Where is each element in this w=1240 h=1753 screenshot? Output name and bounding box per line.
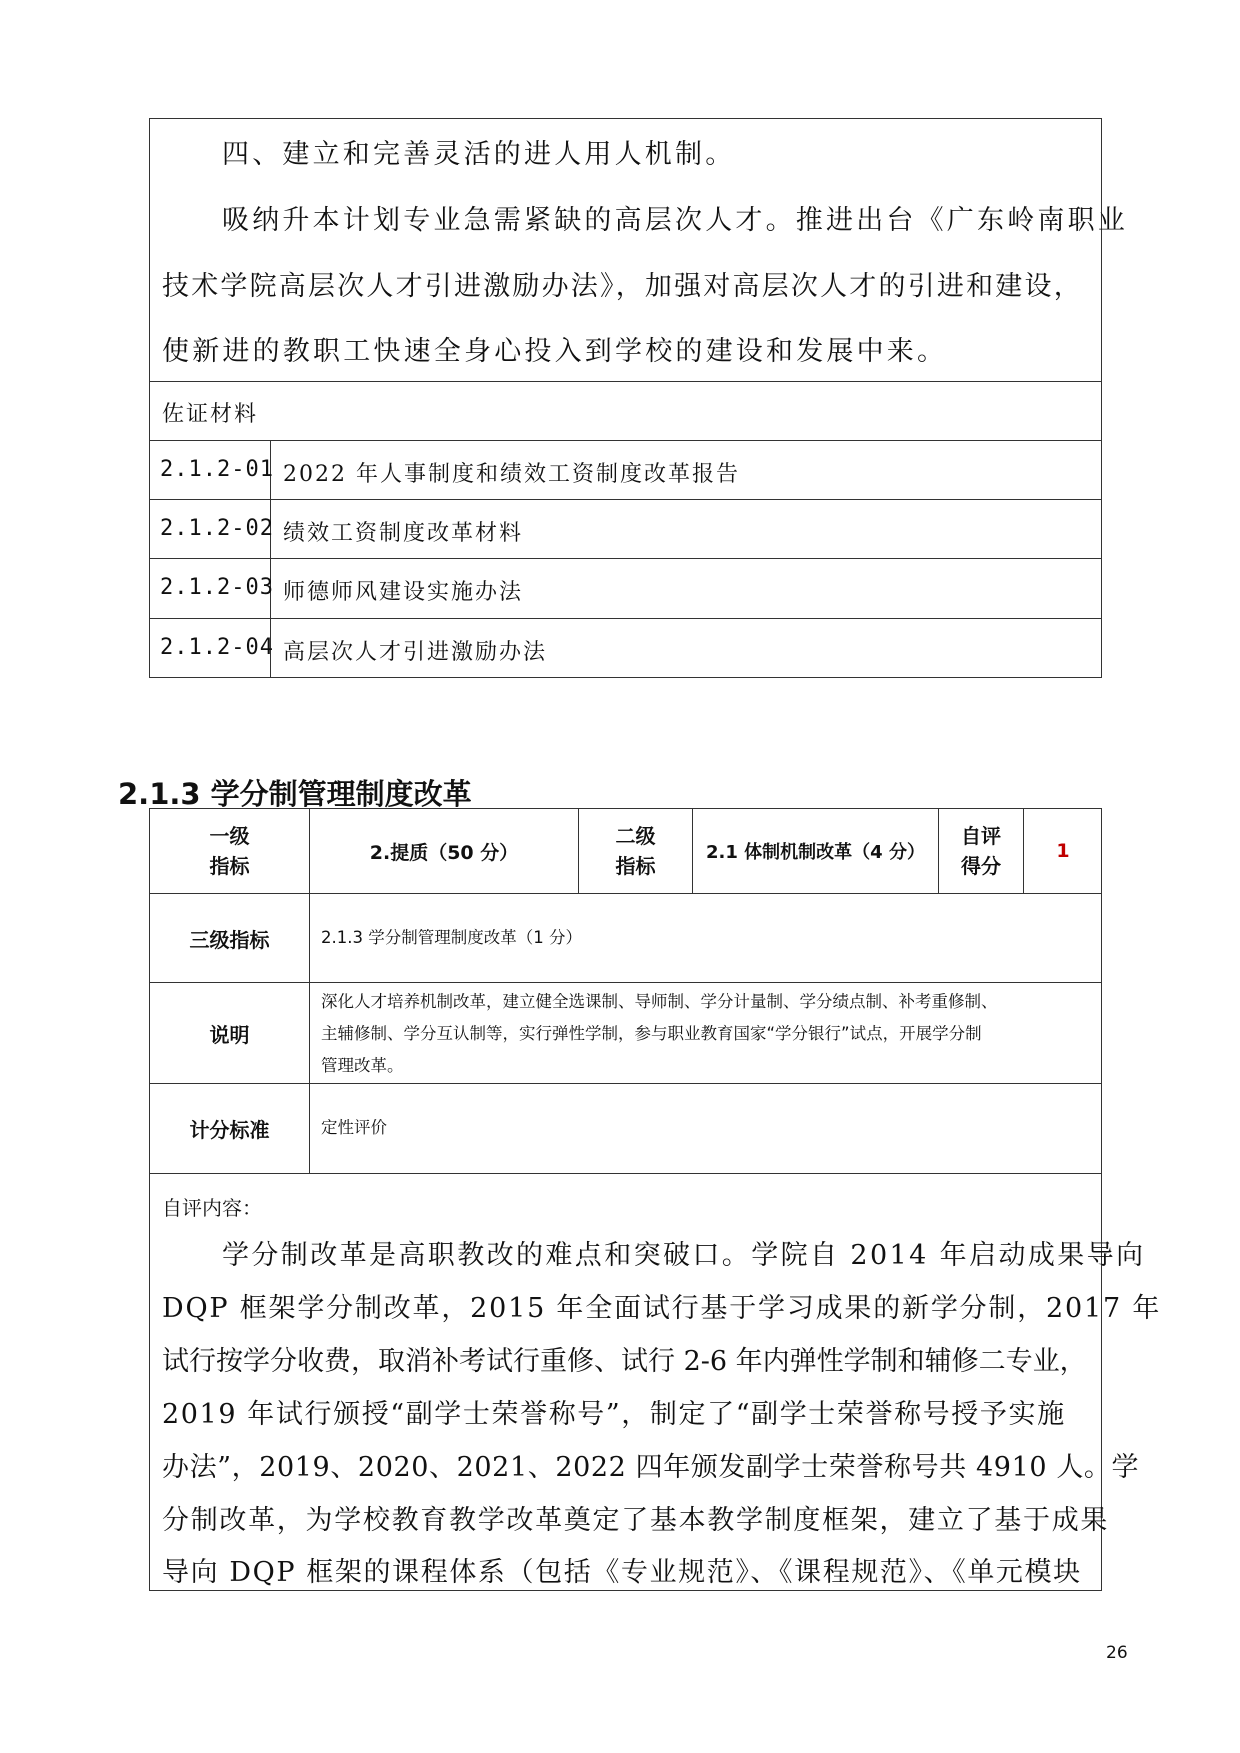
evidence-title[interactable]: 师德师风建设实施办法 <box>283 580 524 605</box>
row-divider <box>149 381 1102 382</box>
description-line: 管理改革。 <box>321 1056 404 1075</box>
self-content-line: DQP 框架学分制改革，2015 年全面试行基于学习成果的新学分制，2017 年 <box>162 1293 1162 1324</box>
standard-label: 计分标准 <box>189 1118 270 1142</box>
level2-label-line2: 指标 <box>615 854 656 878</box>
paragraph-line: 使新进的教职工快速全身心投入到学校的建设和发展中来。 <box>162 336 948 367</box>
evidence-label: 佐证材料 <box>162 402 259 427</box>
level1-value: 2.提质（50 分） <box>369 841 519 864</box>
level2-value: 2.1 体制机制改革（4 分） <box>706 842 925 863</box>
paragraph-line: 技术学院高层次人才引进激励办法》，加强对高层次人才的引进和建设， <box>162 271 1083 302</box>
standard-value: 定性评价 <box>321 1118 387 1137</box>
evidence-code: 2.1.2-04 <box>160 635 274 660</box>
self-content-line: 导向 DQP 框架的课程体系（包括《专业规范》、《课程规范》、《单元模块 <box>162 1557 1082 1588</box>
level1-label-line1: 一级 <box>209 824 250 848</box>
page-number: 26 <box>1106 1643 1128 1663</box>
self-content-label: 自评内容： <box>162 1196 262 1220</box>
level1-label <box>150 809 309 893</box>
paragraph-heading: 四、建立和完善灵活的进人用人机制。 <box>222 139 736 170</box>
description-line: 深化人才培养机制改革，建立健全选课制、导师制、学分计量制、学分绩点制、补考重修制、 <box>321 992 998 1011</box>
self-score-label-line1: 自评 <box>961 824 1001 848</box>
description-label: 说明 <box>209 1022 250 1047</box>
self-score-label-line2: 得分 <box>961 854 1001 878</box>
level1-label-line2: 指标 <box>209 854 250 878</box>
self-content-line: 分制改革，为学校教育教学改革奠定了基本教学制度框架，建立了基于成果 <box>162 1505 1110 1536</box>
evidence-title[interactable]: 2022 年人事制度和绩效工资制度改革报告 <box>283 462 740 487</box>
row-divider <box>149 558 1102 559</box>
self-content-line: 试行按学分收费，取消补考试行重修、试行 2-6 年内弹性学制和辅修二专业， <box>162 1346 1087 1377</box>
row-divider <box>149 1173 1102 1174</box>
level3-label: 三级指标 <box>189 927 270 952</box>
description-text <box>321 986 998 1082</box>
row-divider <box>149 499 1102 500</box>
description-line: 主辅修制、学分互认制等，实行弹性学制，参与职业教育国家“学分银行”试点，开展学分制 <box>321 1024 982 1043</box>
self-content-line: 办法”，2019、2020、2021、2022 四年颁发副学士荣誉称号共 4910 人。学 <box>162 1452 1140 1483</box>
evidence-title[interactable]: 绩效工资制度改革材料 <box>283 521 524 546</box>
self-score-value: 1 <box>1056 840 1070 862</box>
level2-label-line1: 二级 <box>615 824 656 848</box>
evidence-title[interactable]: 高层次人才引进激励办法 <box>283 640 548 665</box>
self-content-line: 2019 年试行颁授“副学士荣誉称号”，制定了“副学士荣誉称号授予实施 <box>162 1399 1066 1430</box>
self-content-line: 学分制改革是高职教改的难点和突破口。学院自 2014 年启动成果导向 <box>222 1240 1146 1271</box>
evidence-code: 2.1.2-02 <box>160 516 274 541</box>
row-divider <box>149 618 1102 619</box>
section-heading: 2.1.3 学分制管理制度改革 <box>118 777 472 811</box>
level3-value: 2.1.3 学分制管理制度改革（1 分） <box>321 928 582 947</box>
self-score-label <box>939 809 1023 893</box>
paragraph-line: 吸纳升本计划专业急需紧缺的高层次人才。推进出台《广东岭南职业 <box>222 205 1128 236</box>
evidence-code: 2.1.2-03 <box>160 575 274 600</box>
row-divider <box>149 440 1102 441</box>
evidence-code: 2.1.2-01 <box>160 457 274 482</box>
level2-label <box>579 809 692 893</box>
